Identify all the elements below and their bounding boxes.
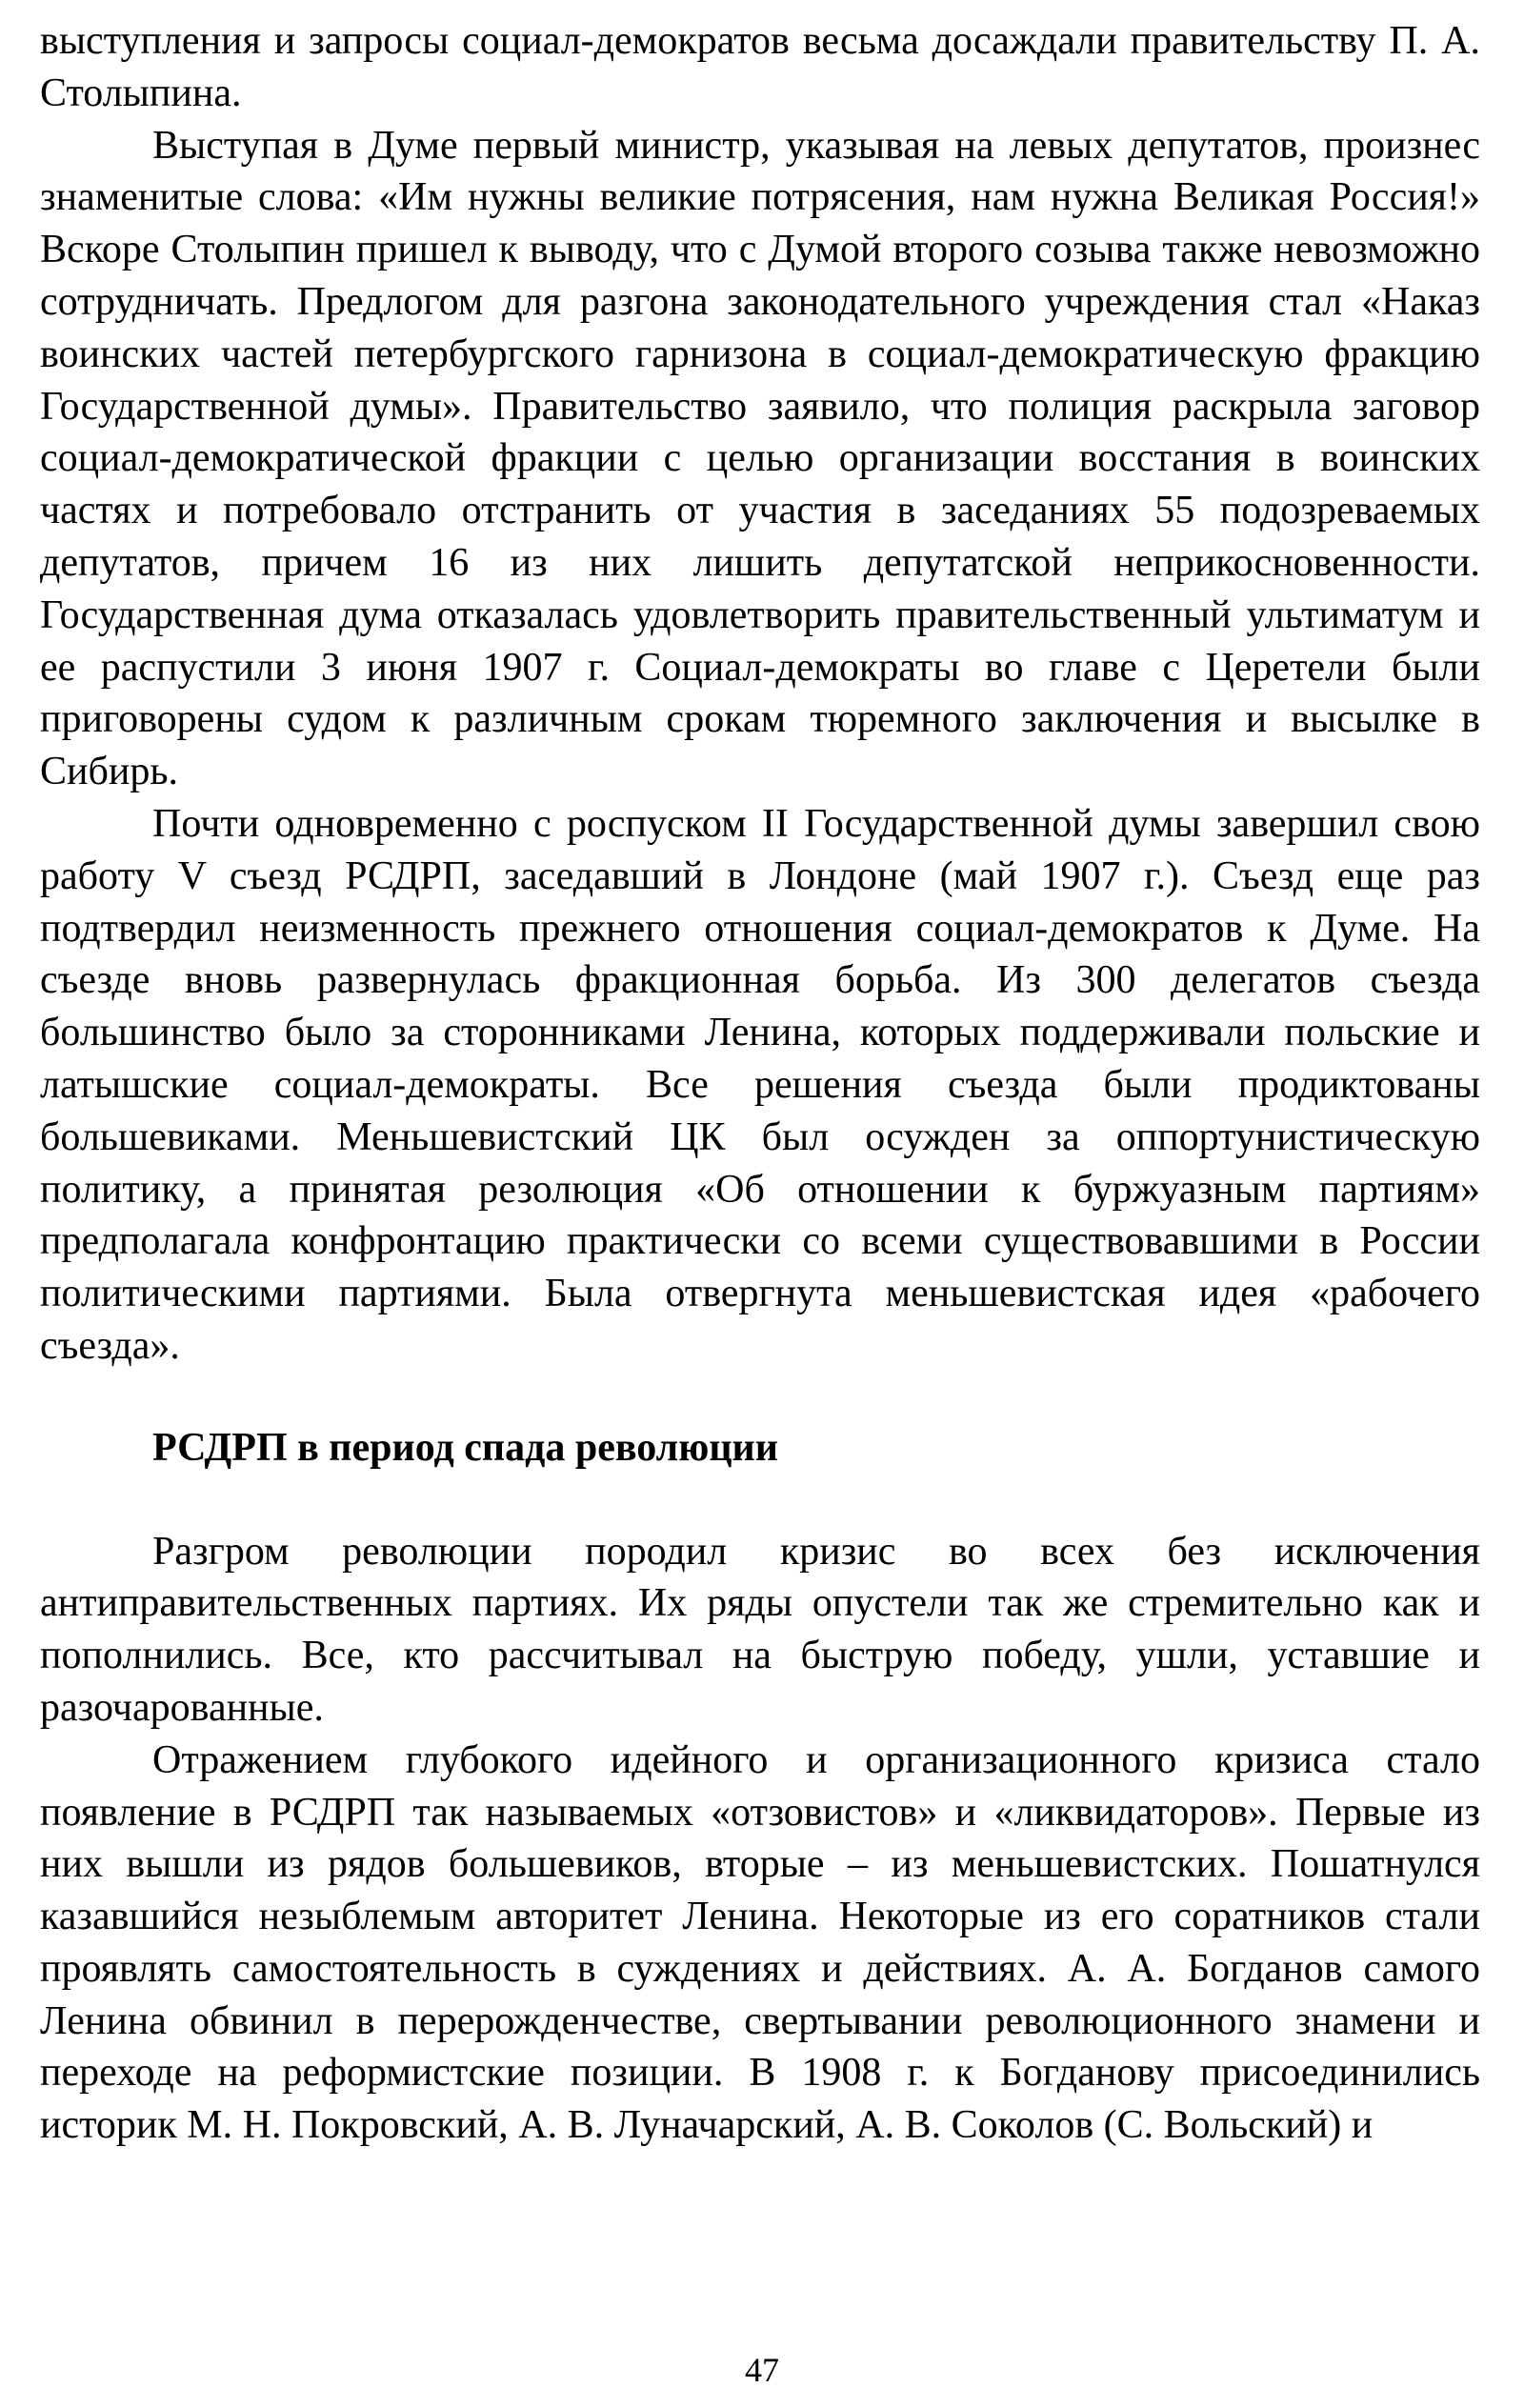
paragraph-2: Выступая в Думе первый министр, указывая на левых депутатов, произнес знаменитые слова: «Им нужны великие потрясения, нам нужна Великая Россия!» Вскоре Столыпин пришел к выводу, что с Думой второго созыва также невозможно сотрудничать. Предлогом для разгона законодательного учреждения стал «Наказ воинских частей петербургского гарнизона в социал-демократическую фракцию Государственной думы». Правительство заявило, что полиция раскрыла заговор социал-демократической фракции с целью организации восстания в воинских частях и потребовало отстранить от участия в заседаниях 55 подозреваемых депутатов, причем 16 из них лишить депутатской неприкосновенности. Государственная дума отказалась удовлетворить правительственный ультиматум и ее распустили 3 июня 1907 г. Социал-демократы во главе с Церетели были приговорены судом к различным срокам тюремного заключения и высылке в Сибирь. [40,123,1480,794]
paragraph-3: Почти одновременно с роспуском II Государственной думы завершил свою работу V съезд РСДРП, заседавший в Лондоне (май 1907 г.). Съезд еще раз подтвердил неизменность прежнего отношения социал-демократов к Думе. На съезде вновь развернулась фракционная борьба. Из 300 делегатов съезда большинство было за сторонниками Ленина, которых поддерживали польские и латышские социал-демократы. Все решения съезда были продиктованы большевиками. Меньшевистский ЦК был осужден за оппортунистическую политику, а принятая резолюция «Об отношении к буржуазным партиям» предполагала конфронтацию практически со всеми существовавшими в России политическими партиями. Была отвергнута меньшевистская идея «рабочего съезда». [40,801,1480,1368]
paragraph-5: Отражением глубокого идейного и организационного кризиса стало появление в РСДРП так называемых «отзовистов» и «ликвидаторов». Первые из них вышли из рядов большевиков, вторые – из меньшевистских. Пошатнулся казавшийся незыблемым авторитет Ленина. Некоторые из его соратников стали проявлять самостоятельность в суждениях и действиях. А. А. Богданов самого Ленина обвинил в перерожденчестве, свертывании революционного знамени и переходе на реформистские позиции. В 1908 г. к Богданову присоединились историк М. Н. Покровский, А. В. Луначарский, А. В. Соколов (С. Вольский) и [40,1737,1480,2148]
page-number: 47 [745,2351,779,2389]
paragraph-1: выступления и запросы социал-демократов весьма досаждали правительству П. А. Столыпина. [40,19,1480,115]
section-heading: РСДРП в период спада революции [152,1425,778,1470]
document-page [40,15,1480,2152]
paragraph-4: Разгром революции породил кризис во всех без исключения антиправительственных партиях. Их ряды опустели так же стремительно как и пополнились. Все, кто рассчитывал на быструю победу, ушли, уставшие и разочарованные. [40,1529,1480,1730]
